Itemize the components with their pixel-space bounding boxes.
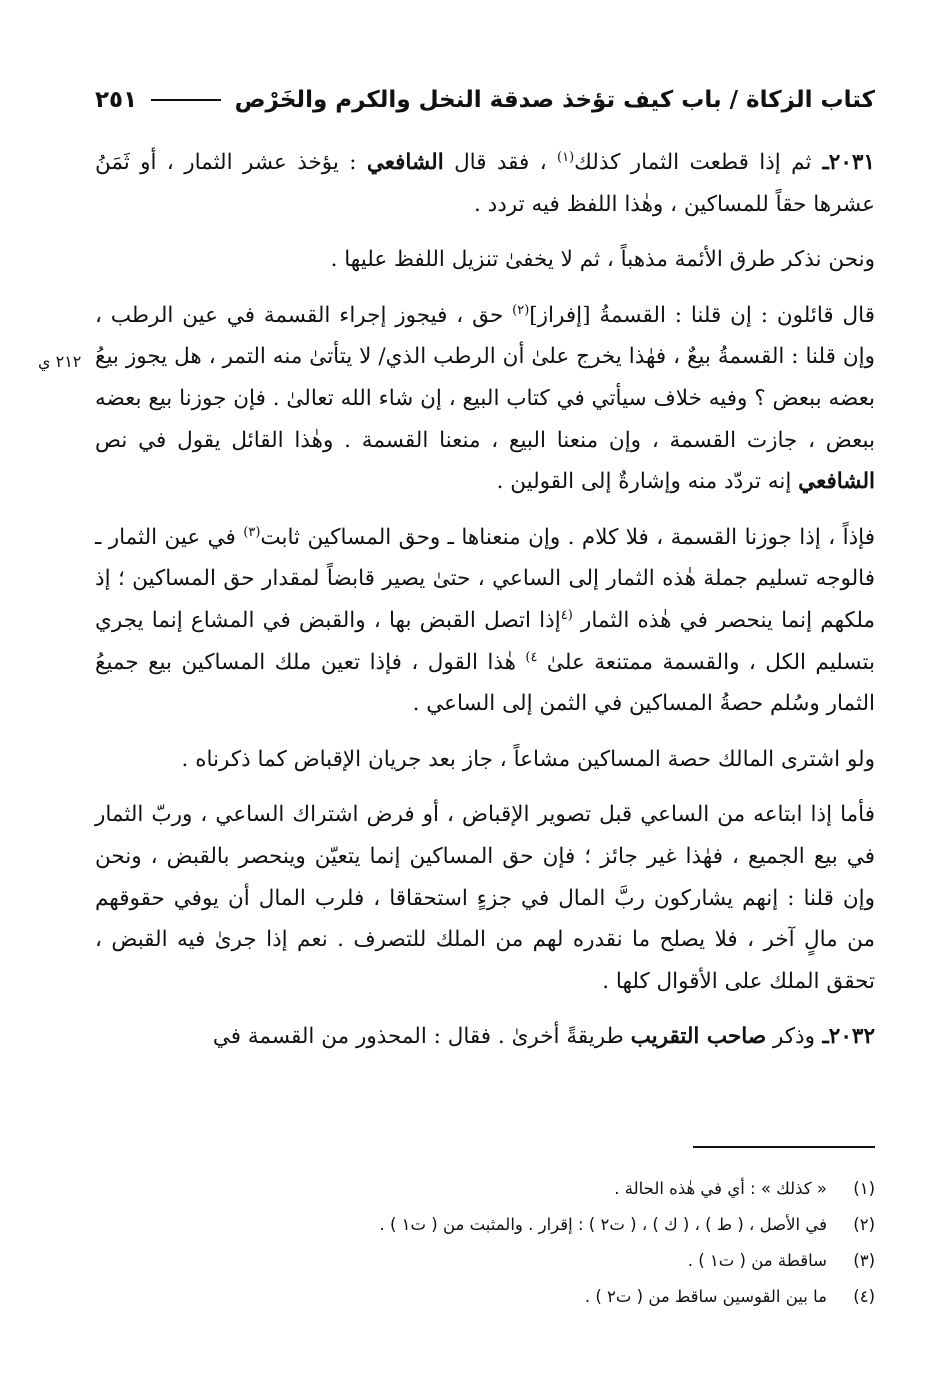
- footnote-number: (٤): [853, 1286, 875, 1306]
- footnote-separator: [693, 1146, 875, 1148]
- paragraph: فإذاً ، إذا جوزنا القسمة ، فلا كلام . وإن منعناها ـ وحق المساكين ثابت$^{(٣)}$ في عين الثمار ـ فالوجه تسليم جملة هٰذه الثمار إلى الساعي ، حتىٰ يصير قابضاً لمقدار حق المساكين ؛ إذ ملكهم إنما ينحصر في هٰذه الثمار $^{(٤}$إذا اتصل القبض بها ، والقبض في المشاع إنما يجري بتسليم الكل ، والقسمة ممتنعة علىٰ $^{٤)}$ هٰذا القول ، فإذا تعين ملك المساكين بيع جميعُ الثمار وسُلم حصةُ المساكين في الثمن إلى الساعي .: [95, 524, 875, 717]
- header-rule: [151, 99, 220, 101]
- footnote-ref-2[interactable]: (٢): [512, 302, 530, 318]
- footnote: [95, 1206, 875, 1242]
- section-number: ٢٠٣٢ـ: [815, 1024, 875, 1050]
- author-name: الشافعي: [366, 150, 444, 175]
- author-name: صاحب التقريب: [630, 1024, 767, 1050]
- footnote: [95, 1278, 875, 1314]
- paragraph: فأما إذا ابتاعه من الساعي قبل تصوير الإقباض ، أو فرض اشتراك الساعي ، وربّ الثمار في بيع الجميع ، فهٰذا غير جائز ؛ فإن حق المساكين إنما يتعيّن وينحصر بالقبض ، ونحن وإن قلنا : إنهم يشاركون ربَّ المال في جزءٍ استحقاقا ، فلرب المال أن يوفي حقوقهم من مالٍ آخر ، فلا يصلح ما نقدره لهم من الملك للتصرف . نعم إذا جرىٰ فيه القبض ، تحقق الملك على الأقوال كلها .: [95, 802, 875, 994]
- footnote-number: (١): [853, 1178, 875, 1198]
- running-header: [95, 72, 875, 128]
- footnote-ref-4-open[interactable]: (٤: [560, 607, 573, 623]
- author-name: الشافعي: [798, 469, 875, 495]
- page-number: ٢٥١: [95, 87, 138, 113]
- section-number: ٢٠٣١ـ: [811, 150, 875, 175]
- page-body: [95, 72, 875, 1058]
- footnote: [95, 1242, 875, 1278]
- footnote-number: (٢): [853, 1214, 875, 1234]
- footnote-text: ما بين القوسين ساقط من ( ت٢ ) .: [584, 1286, 827, 1306]
- footnote-ref-4-close[interactable]: ٤): [525, 649, 538, 665]
- footnote: [95, 1170, 875, 1206]
- footnotes: [95, 1170, 875, 1314]
- footnote-text: في الأصل ، ( ط ) ، ( ك ) ، ( ت٢ ) : إقرار . والمثبت من ( ت١ ) .: [379, 1214, 827, 1234]
- paragraph: قال قائلون : إن قلنا : القسمةُ [إفراز]$^{(٢)}$ حق ، فيجوز إجراء القسمة في عين الرطب ، وإن قلنا : القسمةُ بيعٌ ، فهٰذا يخرج علىٰ أن الرطب الذي/ لا يتأتىٰ منه التمر ، هل يجوز بيعُ بعضه ببعض ؟ وفيه خلاف سيأتي في كتاب البيع ، إن شاء الله تعالىٰ . فإن جوزنا بيع بعضه ببعض ، جازت القسمة ، وإن منعنا البيع ، منعنا القسمة . وهٰذا القائل يقول في نص الشافعي إنه تردّد منه وإشارةٌ إلى القولين .: [95, 302, 875, 495]
- header-title: كتاب الزكاة / باب كيف تؤخذ صدقة النخل والكرم والخَرْص: [234, 87, 875, 113]
- margin-note: ٢١٢ ي: [38, 352, 82, 371]
- paragraph-2032: ٢٠٣٢ـ وذكر صاحب التقريب طريقةً أخرىٰ . فقال : المحذور من القسمة في: [212, 1024, 875, 1050]
- footnote-text: ساقطة من ( ت١ ) .: [687, 1250, 827, 1270]
- paragraph: ولو اشترى المالك حصة المساكين مشاعاً ، جاز بعد جريان الإقباض كما ذكرناه .: [181, 746, 875, 772]
- paragraph: ونحن نذكر طرق الأئمة مذهباً ، ثم لا يخفىٰ تنزيل اللفظ عليها .: [330, 247, 875, 273]
- footnote-number: (٣): [853, 1250, 875, 1270]
- footnote-ref-3[interactable]: (٣): [243, 524, 261, 540]
- paragraph-2031: ٢٠٣١ـ ثم إذا قطعت الثمار كذلك$^{(١)}$ ، فقد قال الشافعي : يؤخذ عشر الثمار ، أو ثَمَنُ عشرها حقاً للمساكين ، وهٰذا اللفظ فيه تردد .: [95, 149, 875, 217]
- footnote-text: « كذلك » : أي في هٰذه الحالة .: [614, 1178, 827, 1198]
- footnote-ref-1[interactable]: (١): [557, 149, 575, 165]
